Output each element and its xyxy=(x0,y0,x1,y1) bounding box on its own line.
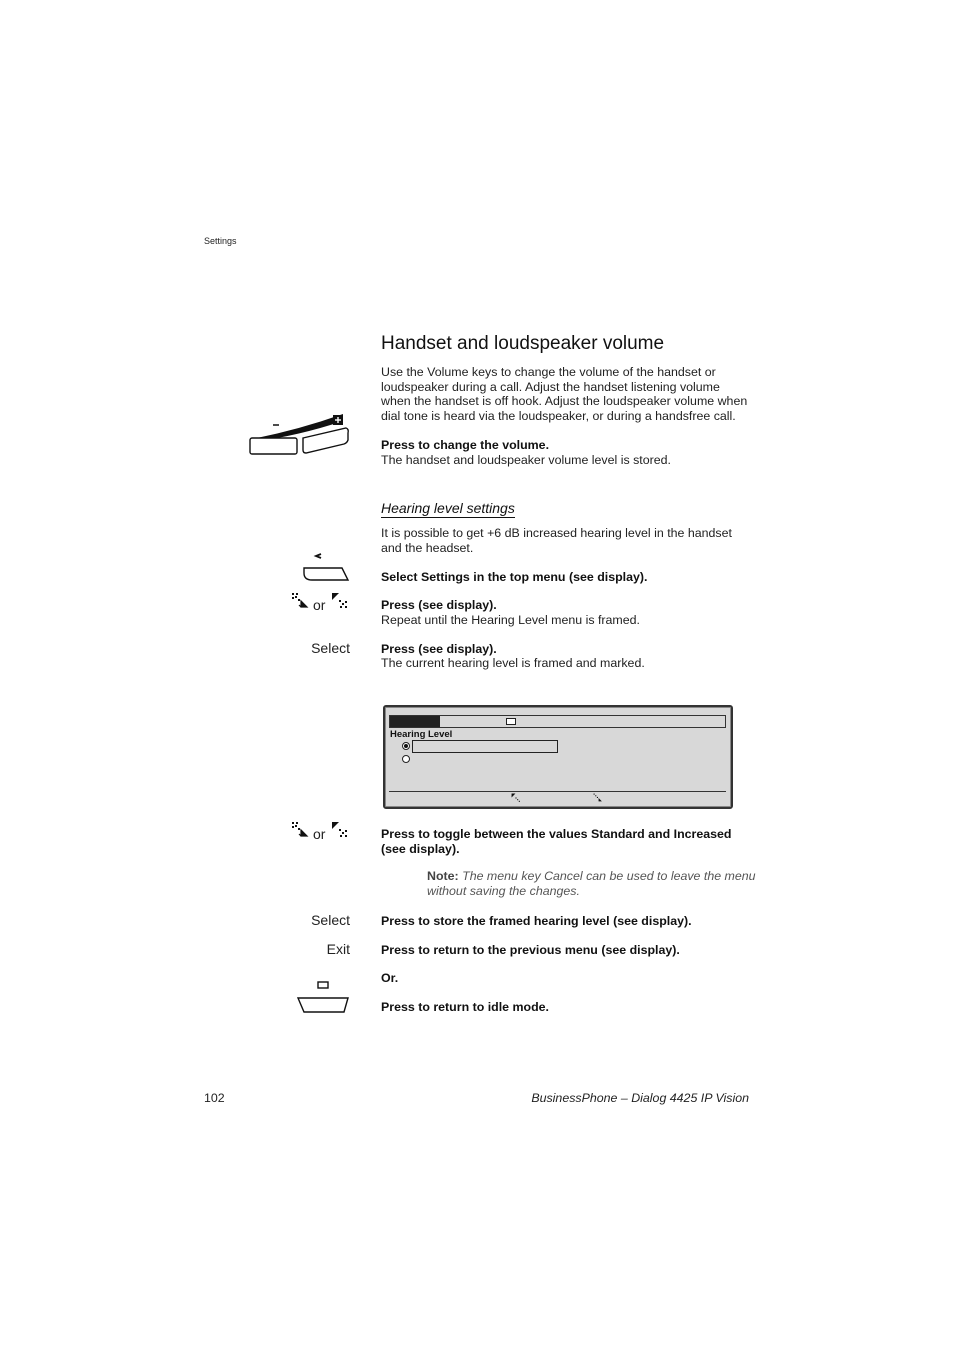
volume-detail: The handset and loudspeaker volume level is stored. xyxy=(381,453,671,467)
navigation-down-icon[interactable] xyxy=(291,592,309,610)
volume-keys-icon[interactable] xyxy=(248,412,352,458)
display-nav-up-icon xyxy=(511,793,521,803)
press-instruction-1: Press (see display). xyxy=(381,598,497,612)
select-detail-1: The current hearing level is framed and marked. xyxy=(381,656,645,670)
intro-paragraph: Use the Volume keys to change the volume of the handset or loudspeaker during a call. Adjust the handset listening volume when the handset is off hook. Adjust the loudspeaker volume when dial tone is heard via the loudspeaker, or during a handsfree call. xyxy=(381,365,748,423)
or-instruction: Or. xyxy=(381,971,399,985)
select-key-label-1[interactable]: Select xyxy=(311,640,350,656)
idle-instruction: Press to return to idle mode. xyxy=(381,1000,549,1014)
clear-key-icon[interactable] xyxy=(294,980,352,1018)
page-number: 102 xyxy=(204,1091,225,1105)
display-tab-bar xyxy=(389,715,726,728)
left-arrow-key-icon[interactable] xyxy=(300,549,352,587)
display-radio-unselected xyxy=(402,755,410,763)
navigation-down-icon[interactable] xyxy=(291,821,309,839)
section-label: Settings xyxy=(204,236,237,246)
or-label: or xyxy=(313,597,326,613)
phone-display xyxy=(383,705,733,809)
toggle-instruction: Press to toggle between the values Standard and Increased (see display). xyxy=(381,827,732,856)
display-radio-selected xyxy=(402,742,410,750)
display-menu-title: Hearing Level xyxy=(390,729,453,740)
page-title: Handset and loudspeaker volume xyxy=(381,333,665,354)
select-instruction-1: Press (see display). xyxy=(381,642,497,656)
display-active-tab xyxy=(390,716,440,727)
store-instruction: Press to store the framed hearing level (see display). xyxy=(381,914,692,928)
hearing-intro: It is possible to get +6 dB increased hearing level in the handset and the headset. xyxy=(381,526,732,555)
press-detail-1: Repeat until the Hearing Level menu is framed. xyxy=(381,613,640,627)
hearing-level-heading: Hearing level settings xyxy=(381,500,515,516)
display-tab-icon xyxy=(506,718,516,725)
exit-key-label[interactable]: Exit xyxy=(326,941,350,957)
or-label: or xyxy=(313,826,326,842)
exit-instruction: Press to return to the previous menu (see display). xyxy=(381,943,680,957)
display-nav-down-icon xyxy=(593,793,603,803)
volume-instruction: Press to change the volume. xyxy=(381,438,550,452)
select-key-label-2[interactable]: Select xyxy=(311,912,350,928)
product-name: BusinessPhone – Dialog 4425 IP Vision xyxy=(531,1091,749,1105)
note-label: Note: xyxy=(427,869,459,883)
navigation-up-icon[interactable] xyxy=(331,821,349,839)
settings-instruction: Select Settings in the top menu (see display). xyxy=(381,570,648,584)
navigation-up-icon[interactable] xyxy=(331,592,349,610)
note: Note: The menu key Cancel can be used to leave the menu without saving the changes. xyxy=(427,869,756,898)
display-softkey-divider xyxy=(389,791,726,792)
display-frame xyxy=(412,740,558,753)
